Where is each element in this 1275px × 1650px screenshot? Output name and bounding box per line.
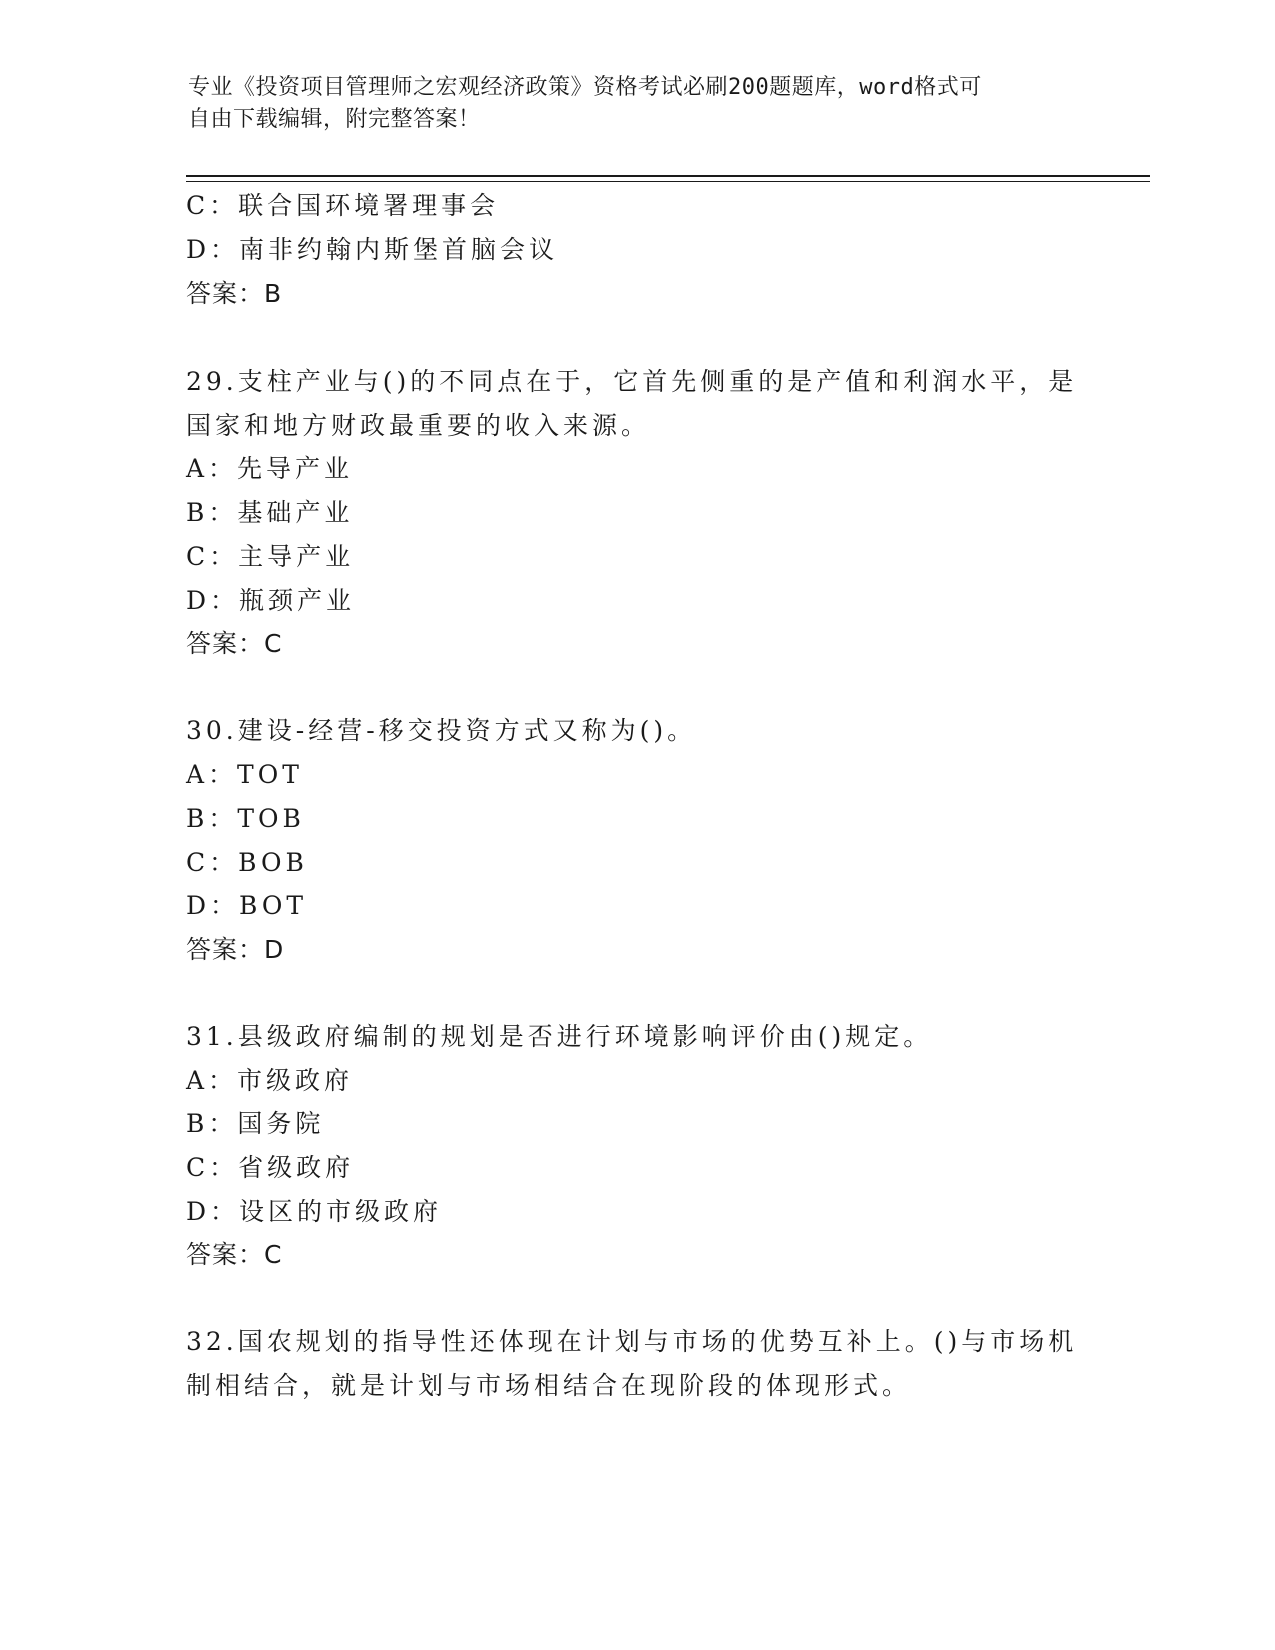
header-divider-thick (186, 175, 1150, 177)
header-divider-thin (186, 181, 1150, 182)
q30-option-c: C：BOB (186, 848, 308, 877)
q29-stem-line-2: 国家和地方财政最重要的收入来源。 (186, 411, 651, 440)
q30-option-d: D：BOT (186, 891, 308, 920)
q30-option-b: B：TOB (186, 804, 305, 833)
q31-option-c: C：省级政府 (186, 1153, 355, 1182)
q30-option-a: A：TOT (186, 760, 303, 789)
q29-stem-line-1: 29.支柱产业与()的不同点在于，它首先侧重的是产值和利润水平，是 (186, 367, 1078, 396)
q31-option-d: D：设区的市级政府 (186, 1197, 443, 1226)
q32-stem-line-2: 制相结合，就是计划与市场相结合在现阶段的体现形式。 (186, 1371, 912, 1400)
q29-option-a: A：先导产业 (186, 454, 354, 483)
q30-answer: 答案：D (186, 935, 285, 964)
q31-answer: 答案：C (186, 1240, 283, 1269)
q29-answer: 答案：C (186, 629, 283, 658)
document-header (188, 72, 1068, 136)
q31-option-a: A：市级政府 (186, 1066, 354, 1095)
q32-stem-line-1: 32.国农规划的指导性还体现在计划与市场的优势互补上。()与市场机 (186, 1327, 1078, 1356)
q29-option-c: C：主导产业 (186, 542, 355, 571)
q30-stem-line-1: 30.建设-经营-移交投资方式又称为()。 (186, 716, 697, 745)
q29-option-b: B：基础产业 (186, 498, 354, 527)
prev-option-d: D：南非约翰内斯堡首脑会议 (186, 235, 559, 264)
prev-option-c: C：联合国环境署理事会 (186, 191, 500, 220)
q31-stem-line-1: 31.县级政府编制的规划是否进行环境影响评价由()规定。 (186, 1022, 933, 1051)
prev-answer: 答案：B (186, 279, 283, 308)
header-title-line-1: 专业《投资项目管理师之宏观经济政策》资格考试必刷200题题库，word格式可 (188, 75, 982, 100)
header-title-line-2: 自由下载编辑，附完整答案！ (188, 107, 481, 132)
q29-option-d: D：瓶颈产业 (186, 586, 356, 615)
q31-option-b: B：国务院 (186, 1109, 325, 1138)
